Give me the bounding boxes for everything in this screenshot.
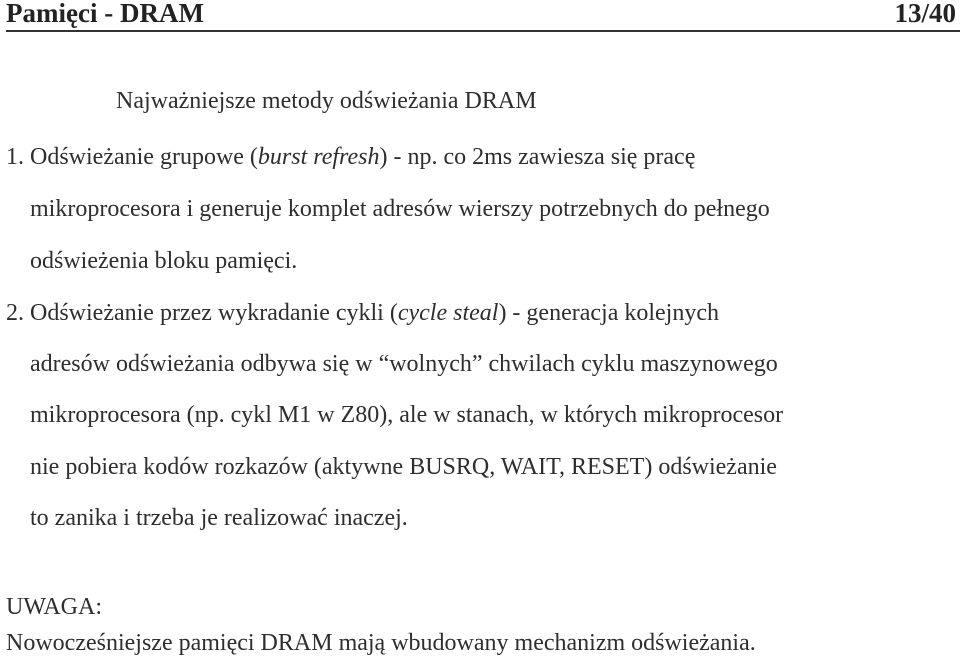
header-divider bbox=[6, 30, 960, 32]
note-label: UWAGA: bbox=[6, 594, 102, 620]
item-2-line-5: to zanika i trzeba je realizować inaczej. bbox=[30, 505, 408, 531]
slide-title: Pamięci - DRAM bbox=[6, 0, 204, 28]
item-1-text-a: 1. Odświeżanie grupowe ( bbox=[6, 144, 258, 170]
note-text: Nowocześniejsze pamięci DRAM mają wbudowany mechanizm odświeżania. bbox=[6, 630, 756, 656]
item-2-line-3: mikroprocesora (np. cykl M1 w Z80), ale w stanach, w których mikroprocesor bbox=[30, 402, 784, 428]
slide-header bbox=[0, 0, 960, 30]
item-1-line-3: odświeżenia bloku pamięci. bbox=[30, 248, 298, 274]
item-2-line-4: nie pobiera kodów rozkazów (aktywne BUSRQ, WAIT, RESET) odświeżanie bbox=[30, 454, 777, 480]
page-number: 13/40 bbox=[894, 0, 956, 28]
item-2-line-2: adresów odświeżania odbywa się w “wolnych” chwilach cyklu maszynowego bbox=[30, 351, 778, 377]
item-1-term: burst refresh bbox=[257, 144, 380, 170]
item-2-line-1 bbox=[6, 298, 719, 328]
item-1-line-1 bbox=[6, 142, 695, 172]
item-2-text-a: 2. Odświeżanie przez wykradanie cykli ( bbox=[6, 300, 398, 326]
item-2-term: cycle steal bbox=[397, 300, 499, 326]
item-2-text-b: ) - generacja kolejnych bbox=[498, 300, 719, 326]
item-1-text-b: ) - np. co 2ms zawiesza się pracę bbox=[379, 144, 696, 170]
section-heading: Najważniejsze metody odświeżania DRAM bbox=[116, 88, 537, 114]
item-1-line-2: mikroprocesora i generuje komplet adresów wierszy potrzebnych do pełnego bbox=[30, 196, 770, 222]
